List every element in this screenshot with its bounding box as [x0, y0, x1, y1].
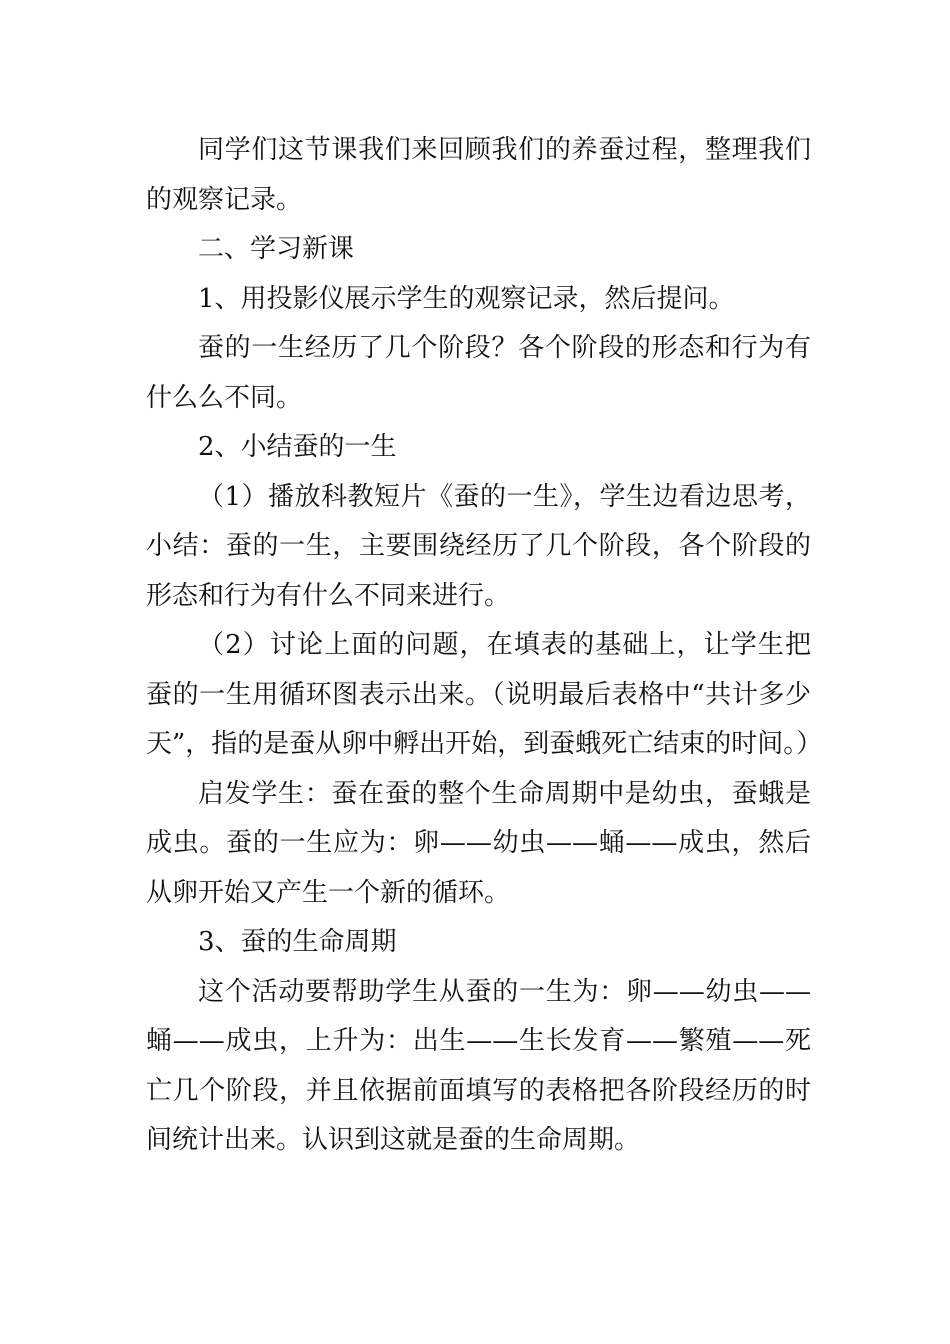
paragraph-discussion: （2）讨论上面的问题，在填表的基础上，让学生把蚕的一生用循环图表示出来。（说明最后表格中“共计多少天”，指的是蚕从卵中孵出开始，到蚕蛾死亡结束的时间。） — [146, 630, 823, 759]
step-3-heading: 3、蚕的生命周期 — [198, 927, 397, 957]
paragraph-inspire: 启发学生：蚕在蚕的整个生命周期中是幼虫，蚕蛾是成虫。蚕的一生应为：卵——幼虫——蛹——成虫，然后从卵开始又产生一个新的循环。 — [146, 778, 811, 908]
document-body — [146, 126, 823, 1166]
paragraph-video-summary: （1）播放科教短片《蚕的一生》，学生边看边思考，小结：蚕的一生，主要围绕经历了几个阶段，各个阶段的形态和行为有什么不同来进行。 — [146, 481, 811, 611]
paragraph-life-cycle: 这个活动要帮助学生从蚕的一生为：卵——幼虫——蛹——成虫，上升为：出生——生长发育——繁殖——死亡几个阶段，并且依据前面填写的表格把各阶段经历的时间统计出来。认识到这就是蚕的生命周期。 — [146, 976, 811, 1155]
step-2-heading: 2、小结蚕的一生 — [198, 432, 397, 462]
paragraph-intro: 同学们这节课我们来回顾我们的养蚕过程，整理我们的观察记录。 — [146, 135, 811, 215]
step-1-heading: 1、用投影仪展示学生的观察记录，然后提问。 — [198, 283, 735, 314]
section-heading-new-lesson: 二、学习新课 — [198, 234, 355, 264]
paragraph-question: 蚕的一生经历了几个阶段？各个阶段的形态和行为有什么么不同。 — [146, 333, 811, 413]
